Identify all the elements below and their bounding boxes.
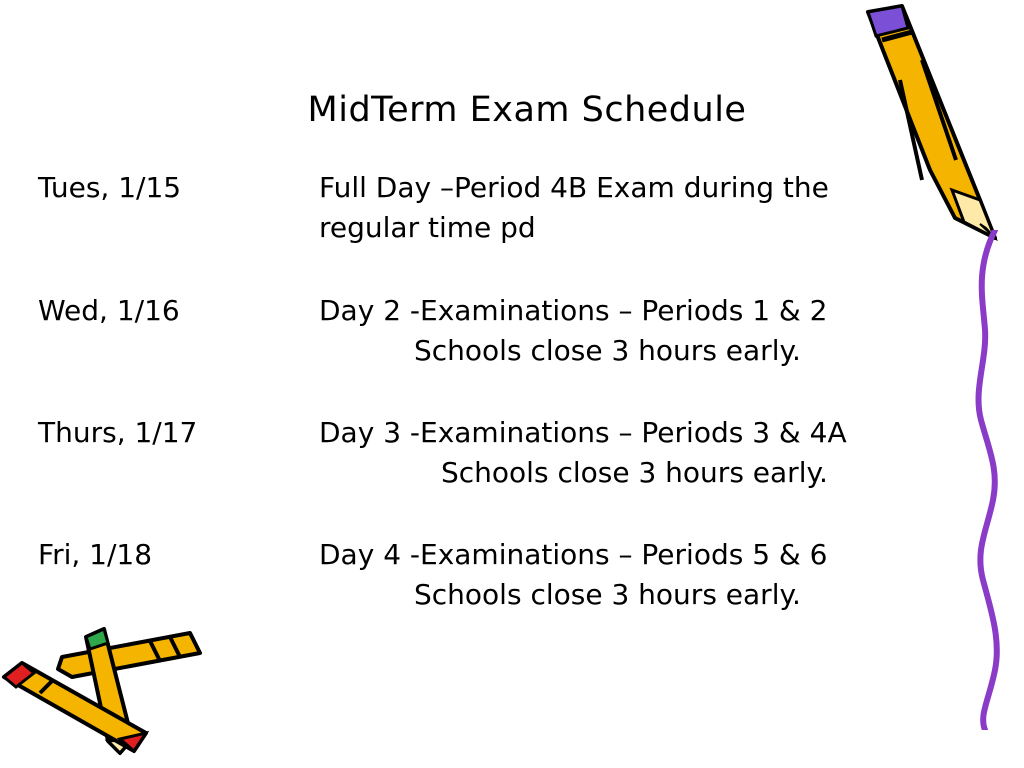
schedule-date: Fri, 1/18 (38, 538, 153, 571)
schedule-line: regular time pd (319, 211, 536, 244)
schedule-note: Schools close 3 hours early. (414, 578, 801, 611)
schedule-note: Schools close 3 hours early. (414, 334, 801, 367)
schedule-note: Schools close 3 hours early. (441, 456, 828, 489)
pencils-icon (0, 615, 205, 765)
schedule-date: Thurs, 1/17 (38, 416, 198, 449)
schedule-date: Tues, 1/15 (38, 171, 182, 204)
pencil-icon (860, 0, 1000, 245)
schedule-line: Full Day –Period 4B Exam during the (319, 171, 829, 204)
schedule-description (319, 413, 959, 493)
schedule-line: Day 4 -Examinations – Periods 5 & 6 (319, 538, 828, 571)
schedule-date: Wed, 1/16 (38, 294, 180, 327)
squiggle-line (965, 230, 1015, 730)
slide-title: MidTerm Exam Schedule (307, 90, 747, 130)
schedule-description (319, 291, 959, 371)
schedule-line: Day 2 -Examinations – Periods 1 & 2 (319, 294, 828, 327)
schedule-line: Day 3 -Examinations – Periods 3 & 4A (319, 416, 847, 449)
schedule-description (319, 535, 959, 615)
